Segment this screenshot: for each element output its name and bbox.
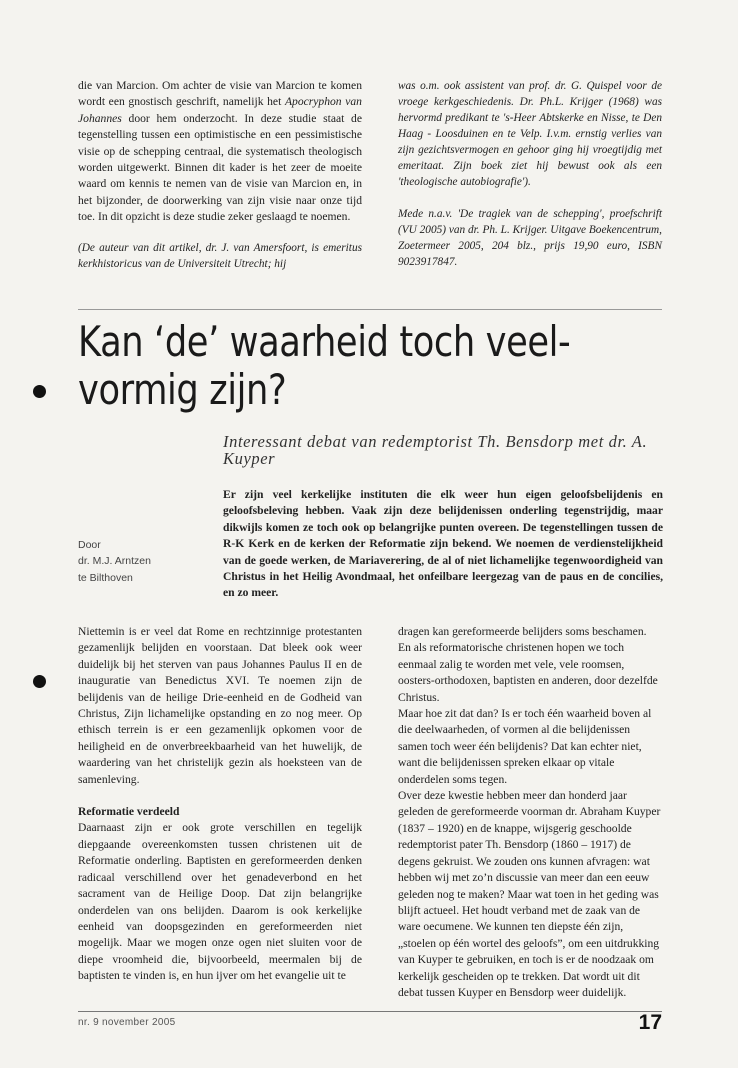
- byline-location: te Bilthoven: [78, 571, 133, 584]
- continuation-column-left: [78, 78, 362, 272]
- body-column-left: [78, 624, 362, 985]
- body-column-right: [398, 624, 662, 1001]
- section-heading: Reformatie verdeeld: [78, 805, 180, 819]
- article-intro: Er zijn veel kerkelijke instituten die elk weer hun eigen geloofsbelijdenis en geloofsbeleving hebben. Vaak zijn deze belijdenissen onderling tegenstrijdig, maar dikwijls komen ze toch ook op belangrijke punten overeen. De tegenstellingen tussen de R-K Kerk en de kerken der Reformatie zijn bekend. We noemen de verdienstelijkheid van de goede werken, de Mariaverering, de al of niet lichamelijke tegenwoordigheid van Christus in het Heilig Avondmaal, het onfeilbare leergezag van de paus en de concilies, en zo meer.: [223, 488, 663, 600]
- headline-line-1: Kan ‘de’ waarheid toch veel-: [78, 317, 571, 366]
- author-note-right: was o.m. ook assistent van prof. dr. G. Quispel voor de vroege kerkgeschiedenis. Dr. Ph.L. Krijger (1968) was hervormd predikant te 's-Heer Abtskerke en Nisse, te Den Haag - Loosduinen en te Velp. I.v.m. ernstig verlies van zijn gezichtsvermogen en gehoor ging hij vroegtijdig met emeritaat. Zijn boek ziet hij bewust ook als een 'theologische autobiografie').: [398, 80, 662, 188]
- body-paragraph: dragen kan gereformeerde belijders soms beschamen. En als reformatorische christenen hopen we toch eenmaal zalig te worden met vele, vele roomsen, oosters-orthodoxen, baptisten en anderen, door dezelfde Christus.: [398, 625, 658, 704]
- body-paragraph: Daarnaast zijn er ook grote verschillen en tegelijk diepgaande overeenkomsten tussen christenen uit de Reformatie onderling. Baptisten en gereformeerden denken radicaal verschillend over het genadeverbond en het sacrament van de Heilige Doop. Dat zijn belangrijke onderdelen van ons belijden. Daarom is ook kerkelijke eenheid van doopsgezinden en gereformeerden niet mogelijk. Maar we mogen onze ogen niet sluiten voor de diepe vroomheid die, bijvoorbeeld, meermalen bij de baptisten te vinden is, en hun ijver om het evangelie uit te: [78, 821, 362, 983]
- continuation-column-right: [398, 78, 662, 270]
- article-subtitle: Interessant debat van redemptorist Th. Bensdorp met dr. A. Kuyper: [223, 432, 648, 468]
- author-note-left: (De auteur van dit artikel, dr. J. van Amersfoort, is emeritus kerkhistoricus van de Universiteit Utrecht; hij: [78, 241, 362, 270]
- punch-hole-icon: [33, 675, 46, 688]
- article-headline: [78, 318, 582, 414]
- body-paragraph: Maar hoe zit dat dan? Is er toch één waarheid boven al die deelwaarheden, of vormen al die belijdenissen samen toch weer één belijdenis? Dat kan echter niet, want die belijdenissen spreken elkaar op vitale onderdelen soms tegen.: [398, 707, 652, 786]
- footer-divider: [78, 1011, 662, 1012]
- byline: [78, 537, 208, 586]
- byline-author: dr. M.J. Arntzen: [78, 555, 151, 568]
- issue-label: nr. 9 november 2005: [78, 1017, 176, 1028]
- body-paragraph: Over deze kwestie hebben meer dan honderd jaar geleden de gereformeerde voorman dr. Abraham Kuyper (1837 – 1920) en de knappe, wijsgerig geschoolde redemptorist pater Th. Bensdorp (1860 – 1917) de degens gekruist. We zouden ons kunnen afvragen: wat hebben wij met zo’n discussie van meer dan een eeuw geleden nog te maken? Maar wat toen in het geding was blijft actueel. Het houdt verband met de zaak van de ware oecumene. We kunnen ten diepste één zijn, „stoelen op één wortel des geloofs”, om een uitdrukking van Kuyper te gebruiken, en toch is er de noodzaak om kerkelijk gescheiden op te trekken. Dat wordt uit dit debat tussen Kuyper en Bensdorp weer duidelijk.: [398, 789, 661, 999]
- section-divider: [78, 309, 662, 310]
- text-run: door hem onderzocht. In deze studie staat de tegenstelling tussen een optimistische en een pessimistische visie op de schepping centraal, die systematisch theologisch worden uitgewerkt. Binnen dit kader is het zeer de moeite waard om kennis te nemen van de visie van Marcion en, in het bijzonder, de doorwerking van zijn visie naar onze tijd toe. In dit opzicht is deze studie zeker geslaagd te noemen.: [78, 111, 362, 224]
- body-paragraph: Niettemin is er veel dat Rome en rechtzinnige protestanten gezamenlijk belijden en voorstaan. Dat bleek ook weer duidelijk bij het sterven van paus Johannes Paulus II en de inauguratie van Benedictus XVI. Te noemen zijn de belijdenis van de heilige Drie-eenheid en de Godheid van Christus, Zijn lichamelijke opstanding en zo nog meer. Op ethisch terrein is er een gezamenlijk opkomen voor de heiligheid en de onverbreekbaarheid van het huwelijk, de waardering van het christelijk gezin als hoeksteen van de samenleving.: [78, 625, 362, 786]
- book-title: Apocryphon van Johannes: [78, 95, 362, 125]
- text-run: die van Marcion. Om achter de visie van Marcion te komen wordt een gnostisch geschrift, namelijk het: [78, 79, 362, 109]
- review-note: Mede n.a.v. 'De tragiek van de schepping', proefschrift (VU 2005) van dr. Ph. L. Krijger. Uitgave Boekencentrum, Zoetermeer 2005, 204 blz., prijs 19,90 euro, ISBN 9023917847.: [398, 208, 662, 268]
- continuation-paragraph: [78, 78, 362, 226]
- punch-hole-icon: [33, 385, 46, 398]
- byline-line: Door: [78, 539, 101, 551]
- page-number: 17: [638, 1011, 662, 1034]
- headline-line-2: vormig zijn?: [78, 365, 287, 414]
